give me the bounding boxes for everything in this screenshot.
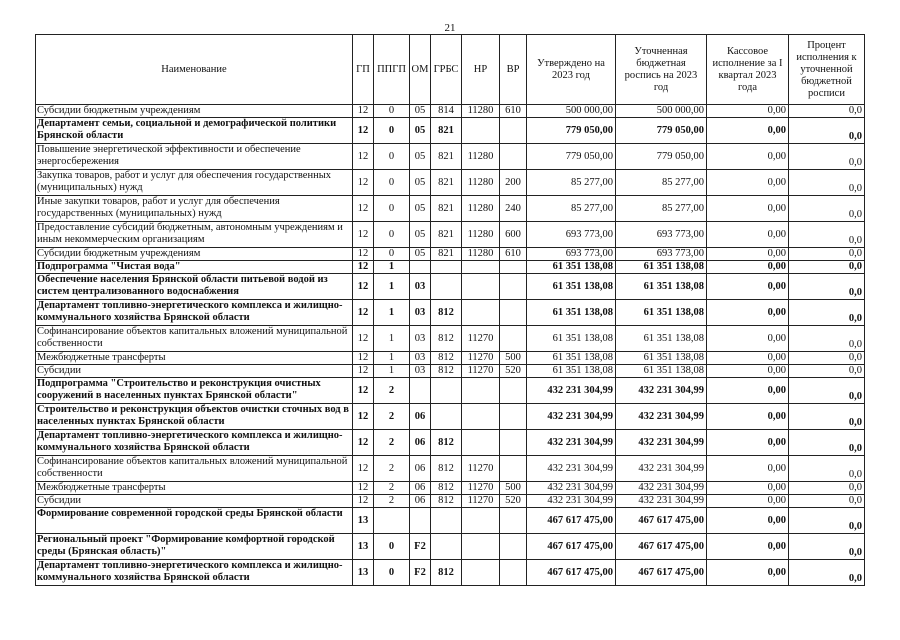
cell-refined: 85 277,00 xyxy=(616,170,707,196)
cell-cash: 0,00 xyxy=(707,482,789,495)
cell-np xyxy=(462,274,500,300)
cell-vr xyxy=(500,430,527,456)
cell-gp: 12 xyxy=(353,404,374,430)
cell-refined: 467 617 475,00 xyxy=(616,534,707,560)
table-row xyxy=(36,105,865,118)
cell-vr xyxy=(500,378,527,404)
cell-om: F2 xyxy=(410,560,431,586)
cell-ppgp: 2 xyxy=(374,482,410,495)
cell-approved: 432 231 304,99 xyxy=(527,430,616,456)
header-om: ОМ xyxy=(410,35,431,105)
cell-cash: 0,00 xyxy=(707,352,789,365)
cell-ppgp: 0 xyxy=(374,222,410,248)
cell-om: 03 xyxy=(410,274,431,300)
cell-cash: 0,00 xyxy=(707,118,789,144)
cell-approved: 467 617 475,00 xyxy=(527,560,616,586)
cell-name: Департамент топливно-энергетического комплекса и жилищно-коммунального хозяйства Брянской области xyxy=(36,430,353,456)
cell-vr: 520 xyxy=(500,365,527,378)
cell-gp: 12 xyxy=(353,300,374,326)
table-row xyxy=(36,300,865,326)
cell-refined: 500 000,00 xyxy=(616,105,707,118)
cell-np xyxy=(462,508,500,534)
cell-np xyxy=(462,300,500,326)
cell-om: 05 xyxy=(410,105,431,118)
cell-refined: 693 773,00 xyxy=(616,222,707,248)
cell-percent: 0,0 xyxy=(789,248,865,261)
cell-gp: 12 xyxy=(353,456,374,482)
cell-cash: 0,00 xyxy=(707,300,789,326)
cell-ppgp xyxy=(374,508,410,534)
cell-grbs: 821 xyxy=(431,118,462,144)
table-row xyxy=(36,170,865,196)
cell-cash: 0,00 xyxy=(707,326,789,352)
cell-percent: 0,0 xyxy=(789,144,865,170)
cell-approved: 432 231 304,99 xyxy=(527,482,616,495)
cell-np xyxy=(462,378,500,404)
cell-percent: 0,0 xyxy=(789,118,865,144)
cell-name: Межбюджетные трансферты xyxy=(36,482,353,495)
cell-percent: 0,0 xyxy=(789,365,865,378)
cell-cash: 0,00 xyxy=(707,508,789,534)
cell-percent: 0,0 xyxy=(789,404,865,430)
table-row xyxy=(36,326,865,352)
cell-percent: 0,0 xyxy=(789,560,865,586)
cell-om xyxy=(410,378,431,404)
cell-percent: 0,0 xyxy=(789,378,865,404)
cell-gp: 12 xyxy=(353,274,374,300)
table-row xyxy=(36,495,865,508)
cell-grbs: 821 xyxy=(431,196,462,222)
table-row xyxy=(36,482,865,495)
cell-grbs xyxy=(431,534,462,560)
cell-refined: 61 351 138,08 xyxy=(616,261,707,274)
cell-om: 03 xyxy=(410,326,431,352)
cell-cash: 0,00 xyxy=(707,222,789,248)
cell-name: Региональный проект "Формирование комфортной городской среды (Брянская область)" xyxy=(36,534,353,560)
cell-np: 11280 xyxy=(462,222,500,248)
cell-cash: 0,00 xyxy=(707,274,789,300)
cell-ppgp: 1 xyxy=(374,274,410,300)
cell-grbs: 812 xyxy=(431,560,462,586)
cell-gp: 13 xyxy=(353,508,374,534)
cell-grbs: 821 xyxy=(431,248,462,261)
cell-gp: 13 xyxy=(353,534,374,560)
cell-refined: 61 351 138,08 xyxy=(616,352,707,365)
header-cash: Кассовое исполнение за I квартал 2023 года xyxy=(707,35,789,105)
cell-np xyxy=(462,118,500,144)
table-header xyxy=(36,35,865,105)
cell-cash: 0,00 xyxy=(707,378,789,404)
cell-approved: 779 050,00 xyxy=(527,118,616,144)
cell-ppgp: 2 xyxy=(374,404,410,430)
cell-ppgp: 2 xyxy=(374,430,410,456)
cell-om: F2 xyxy=(410,534,431,560)
table-row xyxy=(36,508,865,534)
cell-ppgp: 1 xyxy=(374,352,410,365)
cell-approved: 432 231 304,99 xyxy=(527,495,616,508)
cell-np: 11270 xyxy=(462,456,500,482)
cell-om: 06 xyxy=(410,482,431,495)
cell-gp: 12 xyxy=(353,170,374,196)
table-row xyxy=(36,352,865,365)
cell-approved: 61 351 138,08 xyxy=(527,300,616,326)
cell-cash: 0,00 xyxy=(707,261,789,274)
cell-grbs: 821 xyxy=(431,144,462,170)
cell-approved: 432 231 304,99 xyxy=(527,378,616,404)
cell-grbs: 812 xyxy=(431,495,462,508)
cell-name: Межбюджетные трансферты xyxy=(36,352,353,365)
cell-vr xyxy=(500,456,527,482)
header-name: Наименование xyxy=(36,35,353,105)
table-body xyxy=(36,105,865,586)
cell-name: Софинансирование объектов капитальных вложений муниципальной собственности xyxy=(36,456,353,482)
cell-gp: 12 xyxy=(353,326,374,352)
cell-cash: 0,00 xyxy=(707,456,789,482)
cell-vr: 200 xyxy=(500,170,527,196)
header-np: НР xyxy=(462,35,500,105)
cell-refined: 779 050,00 xyxy=(616,144,707,170)
cell-ppgp: 0 xyxy=(374,144,410,170)
cell-grbs xyxy=(431,261,462,274)
cell-gp: 12 xyxy=(353,482,374,495)
cell-cash: 0,00 xyxy=(707,365,789,378)
cell-cash: 0,00 xyxy=(707,560,789,586)
cell-percent: 0,0 xyxy=(789,261,865,274)
cell-vr xyxy=(500,261,527,274)
cell-percent: 0,0 xyxy=(789,196,865,222)
cell-om: 05 xyxy=(410,118,431,144)
cell-om: 05 xyxy=(410,248,431,261)
header-gp: ГП xyxy=(353,35,374,105)
cell-percent: 0,0 xyxy=(789,105,865,118)
cell-ppgp: 0 xyxy=(374,196,410,222)
table-row xyxy=(36,196,865,222)
cell-grbs: 814 xyxy=(431,105,462,118)
cell-ppgp: 0 xyxy=(374,560,410,586)
cell-approved: 61 351 138,08 xyxy=(527,365,616,378)
cell-refined: 432 231 304,99 xyxy=(616,482,707,495)
header-approved: Утверждено на 2023 год xyxy=(527,35,616,105)
table-row xyxy=(36,365,865,378)
cell-approved: 432 231 304,99 xyxy=(527,456,616,482)
cell-grbs: 812 xyxy=(431,326,462,352)
cell-percent: 0,0 xyxy=(789,495,865,508)
table-row xyxy=(36,261,865,274)
cell-om: 05 xyxy=(410,222,431,248)
cell-grbs: 812 xyxy=(431,300,462,326)
table-row xyxy=(36,144,865,170)
cell-vr: 500 xyxy=(500,482,527,495)
cell-vr xyxy=(500,326,527,352)
cell-approved: 85 277,00 xyxy=(527,170,616,196)
cell-cash: 0,00 xyxy=(707,404,789,430)
cell-ppgp: 0 xyxy=(374,118,410,144)
cell-cash: 0,00 xyxy=(707,495,789,508)
cell-grbs: 812 xyxy=(431,365,462,378)
cell-np xyxy=(462,534,500,560)
cell-percent: 0,0 xyxy=(789,482,865,495)
cell-ppgp: 1 xyxy=(374,326,410,352)
cell-vr: 240 xyxy=(500,196,527,222)
cell-vr xyxy=(500,560,527,586)
cell-np: 11280 xyxy=(462,170,500,196)
cell-np xyxy=(462,261,500,274)
cell-np: 11270 xyxy=(462,365,500,378)
cell-om: 06 xyxy=(410,404,431,430)
cell-percent: 0,0 xyxy=(789,170,865,196)
cell-percent: 0,0 xyxy=(789,534,865,560)
cell-grbs: 812 xyxy=(431,456,462,482)
cell-np: 11270 xyxy=(462,482,500,495)
cell-grbs: 812 xyxy=(431,352,462,365)
cell-gp: 12 xyxy=(353,352,374,365)
cell-gp: 12 xyxy=(353,105,374,118)
cell-vr xyxy=(500,508,527,534)
cell-gp: 12 xyxy=(353,248,374,261)
cell-approved: 467 617 475,00 xyxy=(527,508,616,534)
table-row xyxy=(36,456,865,482)
cell-vr xyxy=(500,534,527,560)
cell-approved: 85 277,00 xyxy=(527,196,616,222)
table-row xyxy=(36,274,865,300)
cell-refined: 61 351 138,08 xyxy=(616,274,707,300)
page-number: 21 xyxy=(444,22,456,34)
cell-percent: 0,0 xyxy=(789,430,865,456)
cell-vr: 610 xyxy=(500,105,527,118)
cell-gp: 12 xyxy=(353,495,374,508)
cell-grbs: 821 xyxy=(431,222,462,248)
cell-om: 03 xyxy=(410,300,431,326)
header-percent: Процент исполнения к уточненной бюджетной росписи xyxy=(789,35,865,105)
cell-grbs: 821 xyxy=(431,170,462,196)
cell-approved: 61 351 138,08 xyxy=(527,352,616,365)
cell-name: Субсидии бюджетным учреждениям xyxy=(36,248,353,261)
cell-name: Подпрограмма "Чистая вода" xyxy=(36,261,353,274)
cell-cash: 0,00 xyxy=(707,430,789,456)
cell-approved: 693 773,00 xyxy=(527,222,616,248)
table-row xyxy=(36,118,865,144)
cell-om: 06 xyxy=(410,430,431,456)
cell-name: Департамент топливно-энергетического комплекса и жилищно-коммунального хозяйства Брянской области xyxy=(36,300,353,326)
cell-np xyxy=(462,430,500,456)
cell-vr: 600 xyxy=(500,222,527,248)
cell-cash: 0,00 xyxy=(707,196,789,222)
cell-gp: 12 xyxy=(353,261,374,274)
cell-refined: 693 773,00 xyxy=(616,248,707,261)
cell-cash: 0,00 xyxy=(707,105,789,118)
cell-approved: 500 000,00 xyxy=(527,105,616,118)
cell-vr xyxy=(500,300,527,326)
cell-ppgp: 2 xyxy=(374,456,410,482)
cell-gp: 12 xyxy=(353,222,374,248)
cell-refined: 467 617 475,00 xyxy=(616,560,707,586)
table-row xyxy=(36,248,865,261)
cell-np: 11280 xyxy=(462,196,500,222)
cell-approved: 779 050,00 xyxy=(527,144,616,170)
table-row xyxy=(36,222,865,248)
cell-name: Строительство и реконструкция объектов очистки сточных вод в населенных пунктах Брянской области xyxy=(36,404,353,430)
cell-refined: 61 351 138,08 xyxy=(616,300,707,326)
cell-percent: 0,0 xyxy=(789,326,865,352)
cell-vr xyxy=(500,118,527,144)
cell-gp: 12 xyxy=(353,378,374,404)
cell-cash: 0,00 xyxy=(707,144,789,170)
cell-vr: 610 xyxy=(500,248,527,261)
cell-np xyxy=(462,404,500,430)
cell-om: 05 xyxy=(410,196,431,222)
cell-om: 05 xyxy=(410,144,431,170)
table-row xyxy=(36,534,865,560)
cell-refined: 432 231 304,99 xyxy=(616,404,707,430)
cell-grbs xyxy=(431,508,462,534)
cell-vr: 500 xyxy=(500,352,527,365)
cell-name: Формирование современной городской среды Брянской области xyxy=(36,508,353,534)
cell-gp: 13 xyxy=(353,560,374,586)
cell-name: Департамент топливно-энергетического комплекса и жилищно-коммунального хозяйства Брянской области xyxy=(36,560,353,586)
cell-refined: 61 351 138,08 xyxy=(616,365,707,378)
cell-cash: 0,00 xyxy=(707,248,789,261)
cell-approved: 61 351 138,08 xyxy=(527,274,616,300)
cell-om: 06 xyxy=(410,495,431,508)
cell-refined: 61 351 138,08 xyxy=(616,326,707,352)
cell-name: Повышение энергетической эффективности и обеспечение энергосбережения xyxy=(36,144,353,170)
cell-percent: 0,0 xyxy=(789,508,865,534)
cell-name: Закупка товаров, работ и услуг для обеспечения государственных (муниципальных) нужд xyxy=(36,170,353,196)
header-grbs: ГРБС xyxy=(431,35,462,105)
cell-ppgp: 1 xyxy=(374,300,410,326)
cell-name: Департамент семьи, социальной и демографической политики Брянской области xyxy=(36,118,353,144)
table-row xyxy=(36,560,865,586)
cell-refined: 432 231 304,99 xyxy=(616,430,707,456)
cell-grbs xyxy=(431,274,462,300)
cell-np: 11280 xyxy=(462,144,500,170)
cell-gp: 12 xyxy=(353,118,374,144)
table-row xyxy=(36,404,865,430)
cell-om xyxy=(410,261,431,274)
cell-np: 11270 xyxy=(462,495,500,508)
cell-om: 06 xyxy=(410,456,431,482)
cell-vr xyxy=(500,274,527,300)
cell-approved: 61 351 138,08 xyxy=(527,261,616,274)
cell-om: 03 xyxy=(410,352,431,365)
cell-name: Иные закупки товаров, работ и услуг для обеспечения государственных (муниципальных) нужд xyxy=(36,196,353,222)
cell-ppgp: 1 xyxy=(374,365,410,378)
cell-refined: 779 050,00 xyxy=(616,118,707,144)
cell-refined: 432 231 304,99 xyxy=(616,495,707,508)
cell-refined: 467 617 475,00 xyxy=(616,508,707,534)
cell-refined: 85 277,00 xyxy=(616,196,707,222)
cell-grbs xyxy=(431,378,462,404)
cell-om: 05 xyxy=(410,170,431,196)
cell-gp: 12 xyxy=(353,430,374,456)
cell-np: 11270 xyxy=(462,326,500,352)
cell-ppgp: 2 xyxy=(374,378,410,404)
cell-ppgp: 0 xyxy=(374,170,410,196)
cell-gp: 12 xyxy=(353,196,374,222)
cell-cash: 0,00 xyxy=(707,170,789,196)
cell-ppgp: 0 xyxy=(374,248,410,261)
cell-refined: 432 231 304,99 xyxy=(616,456,707,482)
cell-name: Субсидии xyxy=(36,365,353,378)
cell-approved: 467 617 475,00 xyxy=(527,534,616,560)
cell-vr xyxy=(500,404,527,430)
cell-approved: 693 773,00 xyxy=(527,248,616,261)
cell-om xyxy=(410,508,431,534)
cell-percent: 0,0 xyxy=(789,222,865,248)
cell-ppgp: 0 xyxy=(374,534,410,560)
cell-grbs xyxy=(431,404,462,430)
cell-np xyxy=(462,560,500,586)
cell-percent: 0,0 xyxy=(789,274,865,300)
cell-refined: 432 231 304,99 xyxy=(616,378,707,404)
header-ppgp: ППГП xyxy=(374,35,410,105)
cell-gp: 12 xyxy=(353,365,374,378)
cell-name: Субсидии бюджетным учреждениям xyxy=(36,105,353,118)
cell-vr xyxy=(500,144,527,170)
cell-grbs: 812 xyxy=(431,482,462,495)
cell-np: 11280 xyxy=(462,248,500,261)
cell-ppgp: 2 xyxy=(374,495,410,508)
cell-name: Субсидии xyxy=(36,495,353,508)
cell-name: Софинансирование объектов капитальных вложений муниципальной собственности xyxy=(36,326,353,352)
cell-name: Обеспечение населения Брянской области питьевой водой из систем централизованного водоснабжения xyxy=(36,274,353,300)
cell-np: 11280 xyxy=(462,105,500,118)
cell-name: Подпрограмма "Строительство и реконструкция очистных сооружений в населенных пунктах Брянской области" xyxy=(36,378,353,404)
cell-om: 03 xyxy=(410,365,431,378)
budget-table xyxy=(35,34,865,586)
header-refined: Уточненная бюджетная роспись на 2023 год xyxy=(616,35,707,105)
header-vr: ВР xyxy=(500,35,527,105)
cell-ppgp: 1 xyxy=(374,261,410,274)
cell-gp: 12 xyxy=(353,144,374,170)
cell-name: Предоставление субсидий бюджетным, автономным учреждениям и иным некоммерческим организациям xyxy=(36,222,353,248)
cell-vr: 520 xyxy=(500,495,527,508)
table-row xyxy=(36,430,865,456)
cell-percent: 0,0 xyxy=(789,300,865,326)
cell-approved: 61 351 138,08 xyxy=(527,326,616,352)
cell-np: 11270 xyxy=(462,352,500,365)
cell-grbs: 812 xyxy=(431,430,462,456)
cell-approved: 432 231 304,99 xyxy=(527,404,616,430)
cell-cash: 0,00 xyxy=(707,534,789,560)
cell-percent: 0,0 xyxy=(789,352,865,365)
table-row xyxy=(36,378,865,404)
cell-percent: 0,0 xyxy=(789,456,865,482)
cell-ppgp: 0 xyxy=(374,105,410,118)
